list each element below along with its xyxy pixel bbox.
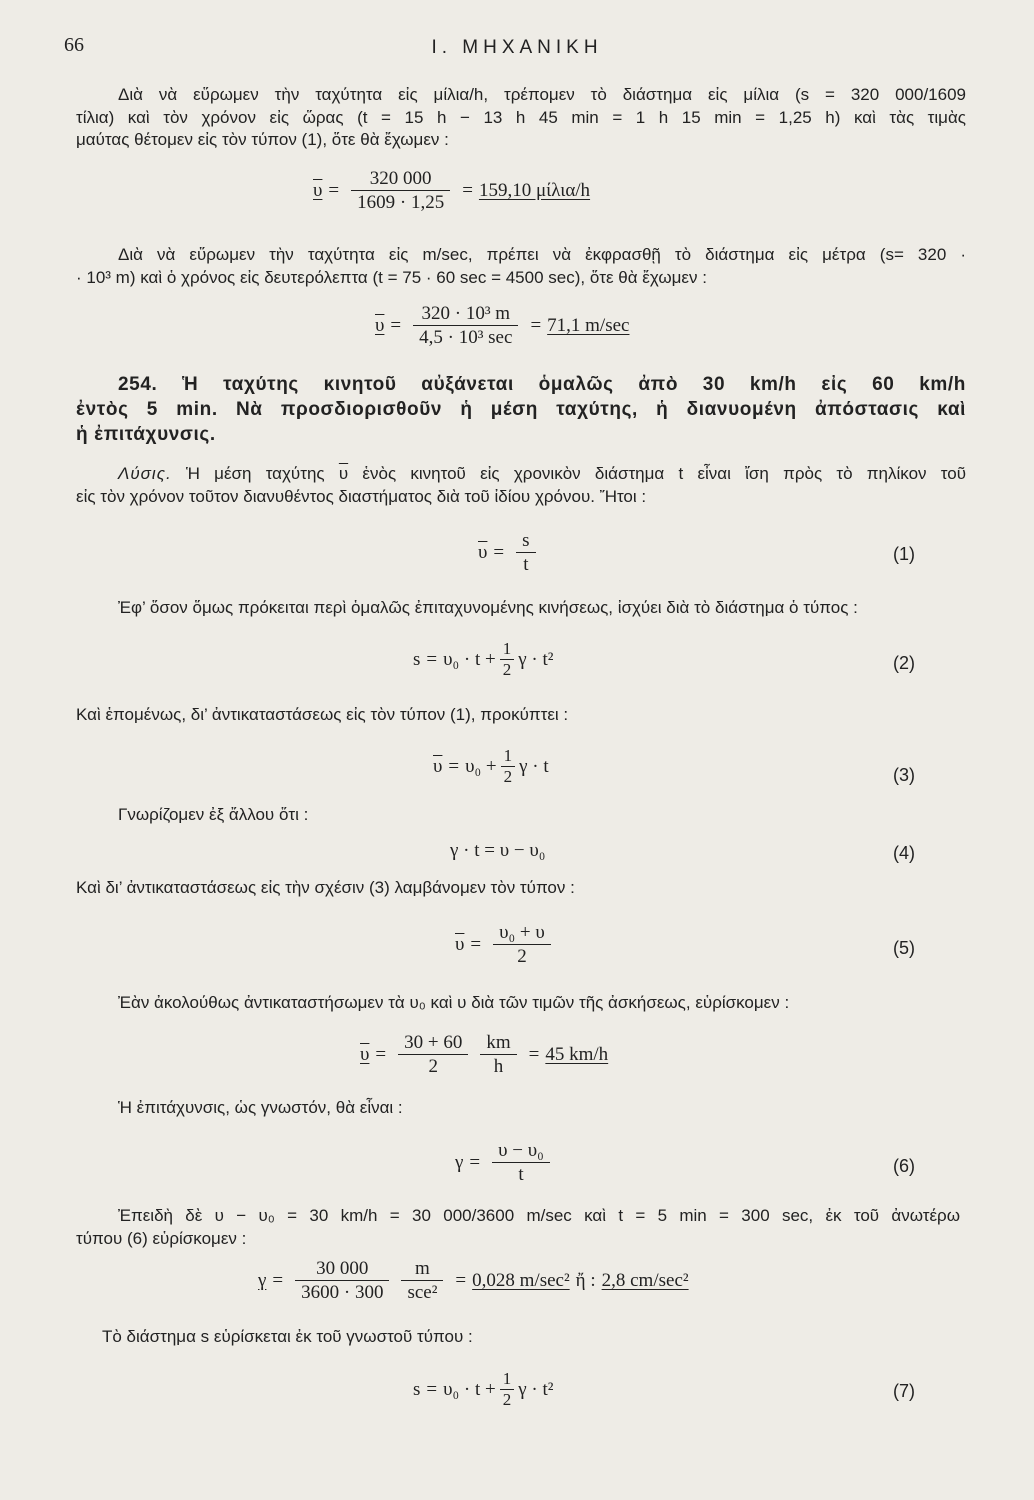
paragraph-speed-in-mps	[76, 244, 966, 289]
numerator: km	[480, 1032, 516, 1055]
text-fragment: ἑνὸς κινητοῦ εἰς χρονικὸν διάστημα t εἶναι ἴση πρὸς τὸ πηλίκον τοῦ	[362, 464, 966, 483]
numerator: m	[401, 1258, 443, 1281]
expression: γ · t²	[518, 1379, 554, 1400]
text-line: Διὰ νὰ εὕρωμεν τὴν ταχύτητα εἰς μίλια/h, τρέπομεν τὸ διάστημα εἰς μίλια (s = 320 000/1609	[118, 85, 966, 104]
result-value: 45 km/h	[545, 1044, 609, 1065]
equals-sign: =	[528, 1044, 540, 1065]
fraction	[501, 747, 516, 786]
problem-number: 254.	[118, 374, 158, 395]
denominator: t	[523, 554, 529, 575]
numerator: s	[516, 530, 535, 553]
fraction	[516, 530, 535, 575]
equals-sign: =	[469, 1152, 481, 1173]
page-number: 66	[64, 34, 84, 56]
running-title: Ι. ΜΗΧΑΝΙΚΗ	[431, 37, 603, 58]
denominator: 3600 · 300	[301, 1282, 384, 1303]
acceleration-symbol: γ	[258, 1270, 267, 1291]
unit-fraction	[401, 1258, 443, 1303]
text-line	[76, 463, 966, 486]
numerator: 1	[501, 747, 516, 767]
expression: υ₀ +	[465, 756, 497, 777]
equation-acceleration	[258, 1258, 689, 1303]
denominator: 2	[517, 946, 527, 967]
equation-1	[478, 530, 542, 575]
mean-speed-symbol: $\overline{\upsilon}$	[433, 756, 443, 777]
numerator: υ − υ₀	[492, 1140, 550, 1163]
mean-speed-symbol: $\overline{\upsilon}$	[455, 934, 465, 955]
numerator: 30 + 60	[398, 1032, 468, 1055]
numerator: 320 · 10³ m	[413, 303, 518, 326]
text-line: μαύτας θέτομεν εἰς τὸν τύπον (1), ὅτε θὰ ἔχωμεν :	[76, 130, 449, 149]
equation-number: (7)	[893, 1381, 915, 1401]
equation-7	[413, 1370, 553, 1409]
text-line: · 10³ m) καὶ ὁ χρόνος εἰς δευτερόλεπτα (t = 75 · 60 sec = 4500 sec), ὅτε θὰ ἔχωμεν :	[76, 267, 707, 287]
text-line: Καὶ δι’ ἀντικαταστάσεως εἰς τὴν σχέσιν (3) λαμβάνομεν τὸν τύπον :	[76, 878, 575, 897]
fraction	[413, 303, 518, 348]
result-value: 0,028 m/sec²	[472, 1270, 570, 1291]
mean-speed-symbol: υ	[360, 1044, 370, 1065]
denominator: 2	[503, 767, 513, 786]
denominator: h	[493, 1056, 504, 1077]
fraction	[500, 1370, 515, 1409]
text-line: Τὸ διάστημα s εὑρίσκεται ἐκ τοῦ γνωστοῦ τύπου :	[102, 1327, 473, 1346]
solution-intro	[76, 463, 966, 508]
distance-symbol: s	[413, 649, 421, 670]
numerator: 30 000	[295, 1258, 389, 1281]
mean-speed-symbol: υ	[313, 180, 323, 201]
text-line: ἡ ἐπιτάχυνσις.	[76, 424, 216, 445]
denominator: 4,5 · 10³ sec	[419, 327, 513, 348]
result-value: 159,10 μίλια/h	[478, 180, 591, 201]
expression: υ₀ · t +	[443, 1379, 496, 1400]
equals-sign: =	[530, 315, 542, 336]
denominator: 2	[502, 660, 512, 679]
equation-3	[433, 747, 549, 786]
expression: γ · t	[519, 756, 549, 777]
equals-sign: =	[462, 180, 473, 201]
equation-speed-miles	[313, 168, 590, 213]
text-line	[76, 372, 966, 397]
text-line: Ἐφ’ ὅσον ὅμως πρόκειται περὶ ὁμαλῶς ἐπιταχυνομένης κινήσεως, ἰσχύει διὰ τὸ διάστημα ὁ τύπος :	[118, 598, 858, 617]
text-line: ἐντὸς 5 min. Νὰ προσδιορισθοῦν ἡ μέση ταχύτης, ἡ διανυομένη ἀπόστασις καὶ	[76, 399, 966, 420]
or-word: ἤ :	[575, 1270, 596, 1291]
text-line: Ἐὰν ἀκολούθως ἀντικαταστήσωμεν τὰ υ₀ καὶ υ διὰ τῶν τιμῶν τῆς ἀσκήσεως, εὑρίσκομεν :	[118, 993, 790, 1012]
denominator: sce²	[407, 1282, 438, 1303]
equation-6	[455, 1140, 556, 1185]
solution-label: Λύσις.	[118, 464, 172, 483]
equation-number: (3)	[893, 765, 915, 785]
equals-sign: =	[426, 1379, 438, 1400]
denominator: 1609 · 1,25	[357, 192, 445, 213]
result-value: 71,1 m/sec	[547, 315, 630, 336]
expression: γ · t = υ − υ₀	[450, 840, 546, 861]
mean-speed-symbol: υ	[375, 315, 385, 336]
fraction	[295, 1258, 389, 1303]
denominator: 2	[428, 1056, 438, 1077]
equals-sign: =	[328, 180, 340, 201]
equation-number: (6)	[893, 1156, 915, 1176]
fraction	[492, 1140, 550, 1185]
acceleration-symbol: γ	[455, 1152, 464, 1173]
equation-5	[455, 922, 557, 967]
equals-sign: =	[390, 315, 402, 336]
numerator: υ₀ + υ	[493, 922, 551, 945]
equation-2	[413, 640, 553, 679]
numerator: 1	[500, 1370, 515, 1390]
denominator: 2	[502, 1390, 512, 1409]
text-line: Ἡ ἐπιτάχυνσις, ὡς γνωστόν, θὰ εἶναι :	[118, 1098, 403, 1117]
equals-sign: =	[455, 1270, 467, 1291]
mean-speed-symbol: $\overline{\upsilon}$	[338, 464, 349, 483]
problem-statement	[76, 372, 966, 447]
equals-sign: =	[375, 1044, 387, 1065]
fraction	[500, 640, 515, 679]
distance-symbol: s	[413, 1379, 421, 1400]
fraction	[398, 1032, 468, 1077]
paragraph-speed-in-miles	[76, 84, 966, 152]
equation-number: (2)	[893, 653, 915, 673]
equation-number: (4)	[893, 843, 915, 863]
text-fragment: Ἡ μέση ταχύτης	[185, 464, 325, 483]
numerator: 320 000	[351, 168, 450, 191]
equation-speed-mps	[375, 303, 629, 348]
expression: γ · t²	[518, 649, 554, 670]
equals-sign: =	[272, 1270, 284, 1291]
fraction	[351, 168, 450, 213]
equation-number: (5)	[893, 938, 915, 958]
text-line: Γνωρίζομεν ἐξ ἄλλου ὅτι :	[118, 805, 309, 824]
equation-average-speed	[360, 1032, 608, 1077]
text-line: τύπου (6) εὑρίσκομεν :	[76, 1228, 247, 1248]
equals-sign: =	[470, 934, 482, 955]
text-line: τίλια) καὶ τὸν χρόνον εἰς ὥρας (t = 15 h − 13 h 45 min = 1 h 15 min = 1,25 h) καὶ τὰς τιμὰς	[76, 107, 966, 127]
mean-speed-symbol: $\overline{\upsilon}$	[478, 542, 488, 563]
equation-number: (1)	[893, 544, 915, 564]
equation-4	[450, 840, 545, 861]
expression: υ₀ · t +	[443, 649, 496, 670]
equals-sign: =	[493, 542, 505, 563]
problem-text: Ἡ ταχύτης κινητοῦ αὐξάνεται ὁμαλῶς ἀπὸ 30 km/h εἰς 60 km/h	[182, 374, 966, 395]
text-line: Καὶ ἑπομένως, δι’ ἀντικαταστάσεως εἰς τὸν τύπον (1), προκύπτει :	[76, 705, 569, 724]
equals-sign: =	[448, 756, 460, 777]
paragraph-substitution	[76, 1205, 960, 1250]
text-line: εἰς τὸν χρόνον τοῦτον διανυθέντος διαστήματος διὰ τοῦ ἰδίου χρόνου. Ἤτοι :	[76, 486, 647, 506]
fraction	[493, 922, 551, 967]
numerator: 1	[500, 640, 515, 660]
equals-sign: =	[426, 649, 438, 670]
text-line: Ἐπειδὴ δὲ υ − υ₀ = 30 km/h = 30 000/3600 m/sec καὶ t = 5 min = 300 sec, ἐκ τοῦ ἀνωτέρω	[118, 1206, 960, 1225]
unit-fraction	[480, 1032, 516, 1077]
denominator: t	[518, 1164, 524, 1185]
result-value: 2,8 cm/sec²	[601, 1270, 689, 1291]
text-line: Διὰ νὰ εὕρωμεν τὴν ταχύτητα εἰς m/sec, πρέπει νὰ ἐκφρασθῇ τὸ διάστημα εἰς μέτρα (s= 320 ·	[118, 245, 966, 264]
